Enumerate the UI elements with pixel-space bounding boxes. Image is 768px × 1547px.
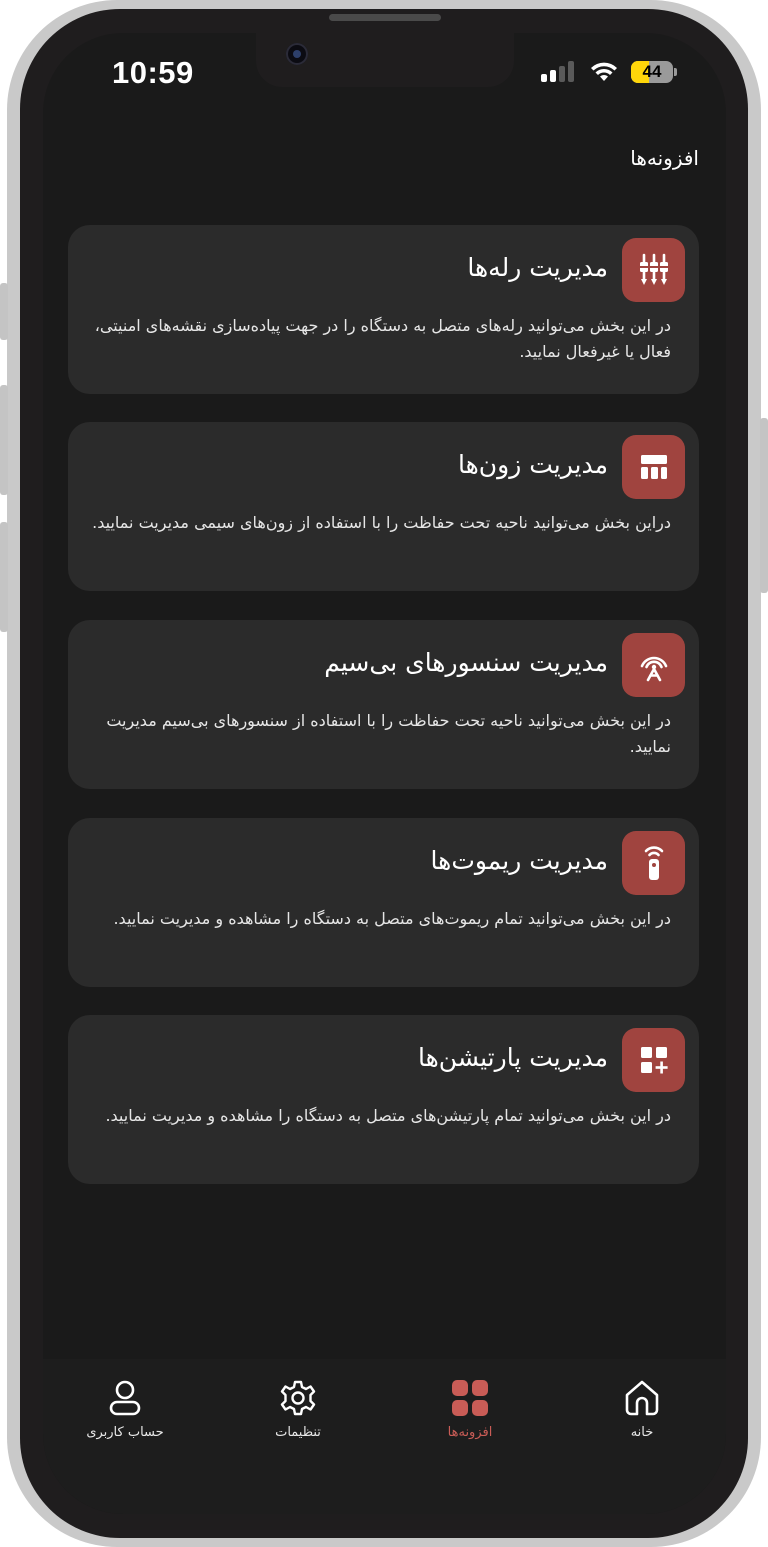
tab-settings-label: تنظیمات xyxy=(275,1425,321,1440)
battery-cap xyxy=(674,68,677,76)
partition-add-icon xyxy=(622,1028,685,1092)
apps-grid-icon xyxy=(449,1377,491,1419)
relay-icon xyxy=(622,238,685,302)
volume-up-button xyxy=(0,385,8,495)
relays-card-description: در این بخش می‌توانید رله‌های متصل به دستگاه را در جهت پیاده‌سازی نقشه‌های امنیتی، فعال یا غیرفعال نمایید. xyxy=(94,316,671,361)
wireless-sensors-card[interactable] xyxy=(68,620,699,789)
wireless-sensors-card-title: مدیریت سنسورهای بی‌سیم xyxy=(324,648,608,677)
battery-icon xyxy=(631,61,673,83)
zones-grid-icon xyxy=(622,435,685,499)
front-camera-icon xyxy=(286,43,308,65)
tab-home[interactable] xyxy=(572,1377,712,1440)
zones-card[interactable] xyxy=(68,422,699,591)
tab-settings[interactable] xyxy=(228,1377,368,1440)
remotes-card[interactable] xyxy=(68,818,699,987)
wireless-sensors-card-description: در این بخش می‌توانید ناحیه تحت حفاظت را با استفاده از سنسورهای بی‌سیم مدیریت نمایید. xyxy=(106,711,671,756)
wireless-sensor-icon xyxy=(622,633,685,697)
gear-icon xyxy=(277,1377,319,1419)
status-icons xyxy=(541,61,677,83)
app-screen xyxy=(43,33,726,1514)
relays-card-title: مدیریت رله‌ها xyxy=(467,253,608,282)
tab-account[interactable] xyxy=(55,1377,195,1440)
bottom-tab-bar xyxy=(43,1359,726,1514)
tab-plugins-label: افزونه‌ها xyxy=(447,1425,493,1440)
notch xyxy=(256,33,514,87)
remotes-card-description: در این بخش می‌توانید تمام ریموت‌های متصل به دستگاه را مشاهده و مدیریت نمایید. xyxy=(113,909,671,928)
status-time: 10:59 xyxy=(112,55,194,90)
tab-home-label: خانه xyxy=(630,1425,654,1440)
user-icon xyxy=(104,1377,146,1419)
earpiece-speaker xyxy=(329,14,441,21)
mute-switch xyxy=(0,283,8,340)
partitions-card[interactable] xyxy=(68,1015,699,1184)
partitions-card-description: در این بخش می‌توانید تمام پارتیشن‌های متصل به دستگاه را مشاهده و مدیریت نمایید. xyxy=(105,1106,671,1125)
page-title: افزونه‌ها xyxy=(630,146,699,170)
zones-card-description: دراین بخش می‌توانید ناحیه تحت حفاظت را با استفاده از زون‌های سیمی مدیریت نمایید. xyxy=(92,513,671,532)
relays-card[interactable] xyxy=(68,225,699,394)
partitions-card-title: مدیریت پارتیشن‌ها xyxy=(417,1043,608,1072)
cellular-signal-icon xyxy=(541,61,577,83)
power-button xyxy=(760,418,768,593)
home-icon xyxy=(621,1377,663,1419)
tab-plugins[interactable] xyxy=(400,1377,540,1440)
remote-control-icon xyxy=(622,831,685,895)
volume-down-button xyxy=(0,522,8,632)
wifi-icon xyxy=(589,61,619,83)
battery-level: 44 xyxy=(642,62,662,81)
zones-card-title: مدیریت زون‌ها xyxy=(457,450,608,479)
remotes-card-title: مدیریت ریموت‌ها xyxy=(430,846,608,875)
tab-account-label: حساب کاربری xyxy=(86,1425,164,1440)
